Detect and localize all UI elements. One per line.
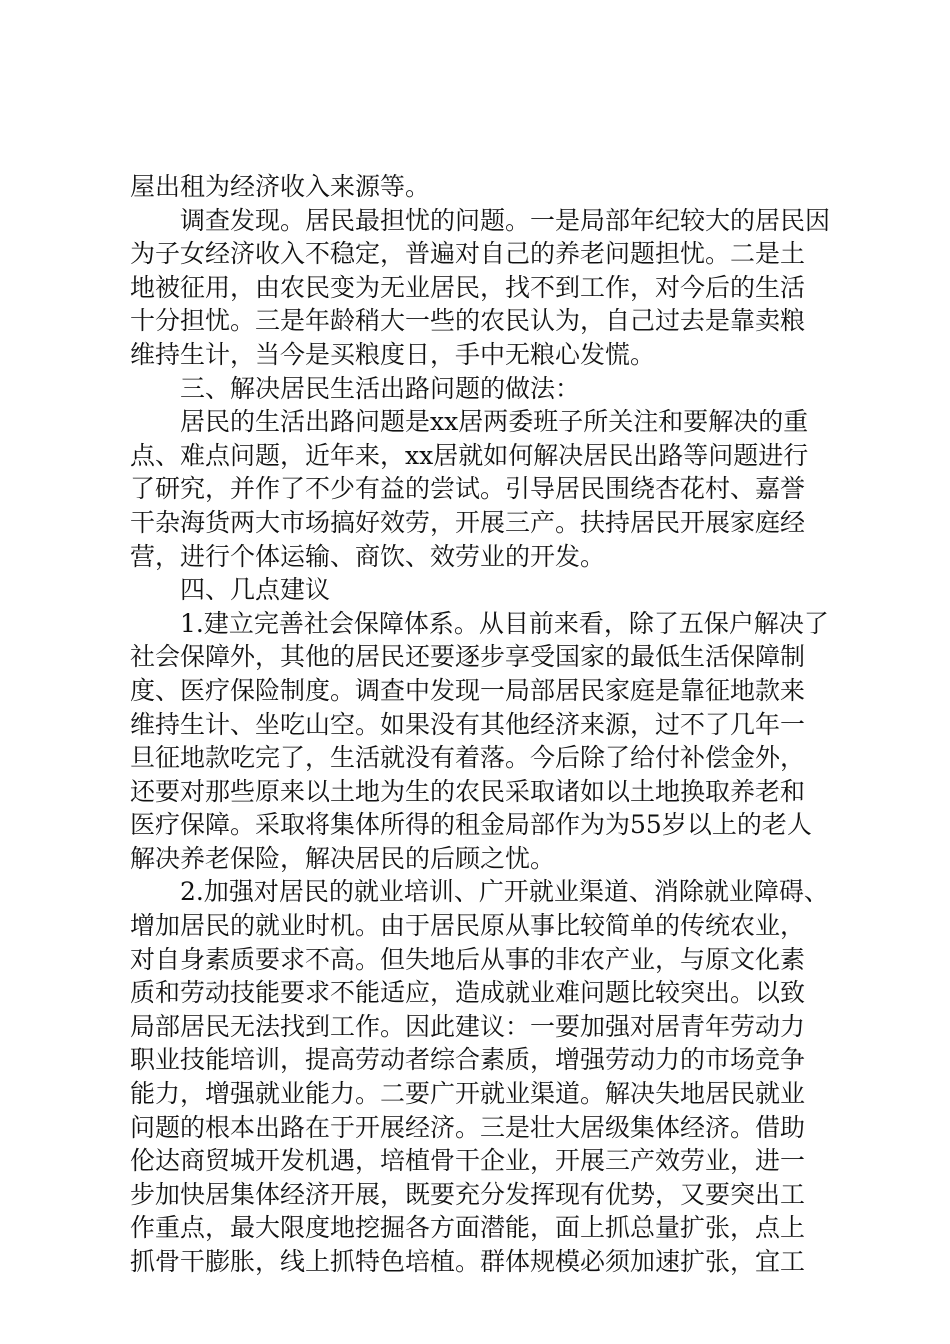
text-line: 调查发现。居民最担忧的问题。一是局部年纪较大的居民因 [180, 205, 831, 235]
text-line: 三、解决居民生活出路问题的做法： [180, 373, 581, 403]
text-line: 四、几点建议 [180, 575, 331, 605]
text-line: 步加快居集体经济开展，既要充分发挥现有优势，又要突出工 [130, 1179, 806, 1209]
document-page [130, 170, 830, 1279]
text-line: 维持生计、坐吃山空。如果没有其他经济来源，过不了几年一 [130, 709, 806, 739]
text-line: 居民的生活出路问题是xx居两委班子所关注和要解决的重 [180, 407, 809, 437]
text-line: 地被征用，由农民变为无业居民，找不到工作，对今后的生活 [130, 272, 806, 302]
text-line: 营，进行个体运输、商饮、效劳业的开发。 [130, 541, 606, 571]
text-line: 医疗保障。采取将集体所得的租金局部作为为55岁以上的老人 [130, 810, 812, 840]
text-line: 干杂海货两大市场搞好效劳，开展三产。扶持居民开展家庭经 [130, 507, 806, 537]
text-line: 为子女经济收入不稳定，普遍对自己的养老问题担忧。二是土 [130, 239, 806, 269]
text-line: 职业技能培训，提高劳动者综合素质，增强劳动力的市场竞争 [130, 1045, 806, 1075]
text-line: 1.建立完善社会保障体系。从目前来看，除了五保户解决了 [180, 608, 829, 638]
text-line: 能力，增强就业能力。二要广开就业渠道。解决失地居民就业 [130, 1079, 806, 1109]
text-line: 对自身素质要求不高。但失地后从事的非农产业，与原文化素 [130, 944, 806, 974]
text-line: 度、医疗保险制度。调查中发现一局部居民家庭是靠征地款来 [130, 675, 806, 705]
text-line: 伦达商贸城开发机遇，培植骨干企业，开展三产效劳业，进一 [130, 1146, 806, 1176]
text-line: 2.加强对居民的就业培训、广开就业渠道、消除就业障碍、 [180, 877, 829, 907]
text-line: 作重点，最大限度地挖掘各方面潜能，面上抓总量扩张，点上 [130, 1213, 806, 1243]
text-line: 社会保障外，其他的居民还要逐步享受国家的最低生活保障制 [130, 642, 806, 672]
text-line: 质和劳动技能要求不能适应，造成就业难问题比较突出。以致 [130, 978, 806, 1008]
text-line: 了研究，并作了不少有益的尝试。引导居民围绕杏花村、嘉誉 [130, 474, 806, 504]
text-line: 维持生计，当今是买粮度日，手中无粮心发慌。 [130, 339, 656, 369]
text-line: 点、难点问题，近年来，xx居就如何解决居民出路等问题进行 [130, 440, 809, 470]
text-line: 解决养老保险，解决居民的后顾之忧。 [130, 843, 556, 873]
text-line: 十分担忧。三是年龄稍大一些的农民认为，自己过去是靠卖粮 [130, 306, 806, 336]
text-line: 问题的根本出路在于开展经济。三是壮大居级集体经济。借助 [130, 1112, 806, 1142]
text-line: 旦征地款吃完了，生活就没有着落。今后除了给付补偿金外， [130, 743, 806, 773]
text-line: 局部居民无法找到工作。因此建议：一要加强对居青年劳动力 [130, 1011, 806, 1041]
text-line: 屋出租为经济收入来源等。 [130, 172, 431, 201]
text-line: 还要对那些原来以土地为生的农民采取诸如以土地换取养老和 [130, 776, 806, 806]
text-line: 抓骨干膨胀，线上抓特色培植。群体规模必须加速扩张，宜工 [130, 1247, 806, 1276]
text-line: 增加居民的就业时机。由于居民原从事比较简单的传统农业， [130, 911, 806, 941]
